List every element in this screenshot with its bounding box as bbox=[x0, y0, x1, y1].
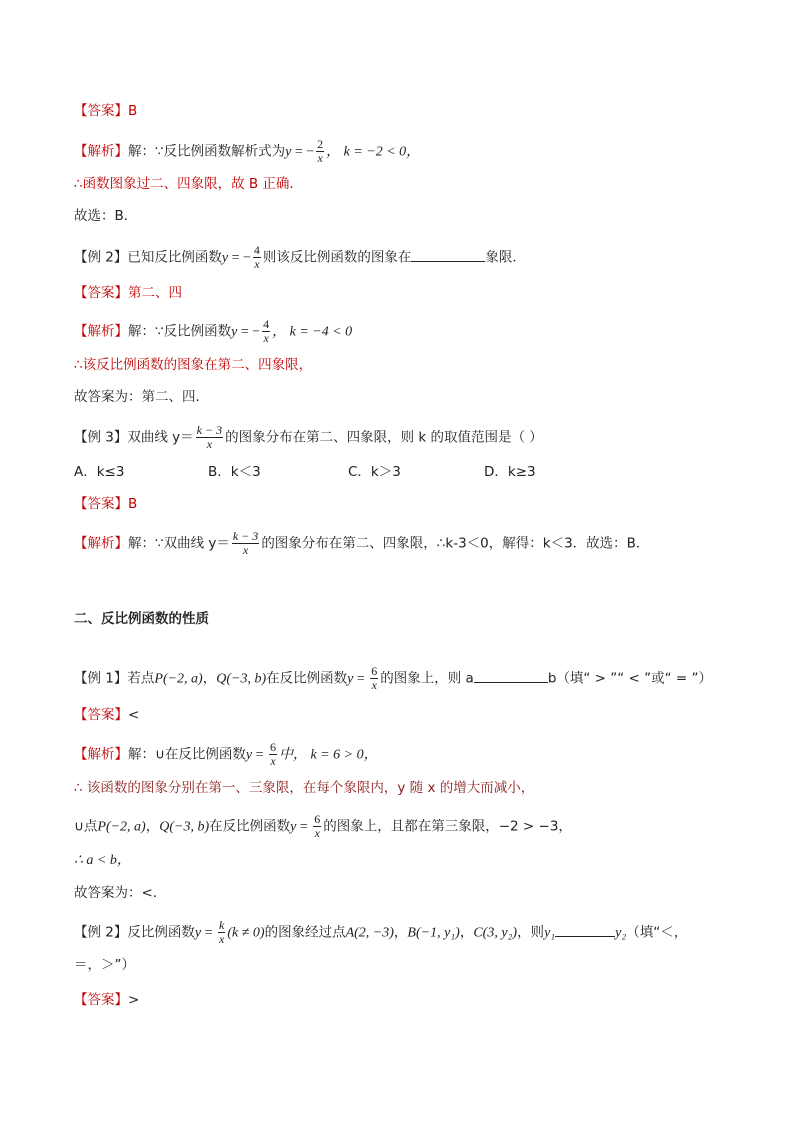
analysis-text: 解：∵反比例函数 bbox=[128, 323, 232, 340]
point-p: P(−2, a) bbox=[154, 671, 203, 687]
fraction-denominator: x bbox=[270, 754, 276, 768]
analysis-tag: 【解析】 bbox=[74, 143, 128, 160]
example-2-line bbox=[74, 244, 526, 271]
example-text-end: 象限． bbox=[485, 249, 526, 266]
math-eq: = − bbox=[291, 144, 315, 160]
example-tag: 【例 3】 bbox=[74, 429, 128, 446]
analysis-text: 解：∪在反比例函数 bbox=[128, 746, 246, 763]
separator: ， bbox=[145, 818, 160, 835]
points-text: ∪点 bbox=[74, 818, 98, 835]
example-1-line bbox=[74, 665, 712, 692]
fraction bbox=[269, 741, 277, 768]
fraction-denominator: x bbox=[317, 151, 323, 165]
example-tag: 【例 1】 bbox=[74, 670, 128, 687]
answer-value: B bbox=[128, 103, 138, 119]
fraction-numerator: k − 3 bbox=[232, 529, 259, 543]
math-y: y bbox=[221, 250, 229, 266]
fraction-denominator: x bbox=[371, 678, 377, 692]
math-eq: = bbox=[353, 671, 369, 687]
math-y2: y₂ bbox=[615, 925, 627, 941]
fraction-denominator: x bbox=[196, 437, 223, 451]
analysis-text: 解：∵双曲线 y＝ bbox=[128, 535, 230, 552]
math-y: y bbox=[285, 144, 292, 160]
final-answer-line: 故答案为：第二、四． bbox=[74, 389, 209, 405]
inequality-line: ∴ a < b， bbox=[74, 853, 131, 868]
example-text-post: 的图象分布在第二、四象限，则 k 的取值范围是（ ） bbox=[225, 429, 543, 446]
fraction-numerator: k − 3 bbox=[196, 423, 223, 437]
fraction-denominator: x bbox=[254, 257, 260, 271]
math-y1: y₁ bbox=[544, 925, 556, 941]
fraction bbox=[196, 424, 223, 451]
fraction-denominator: x bbox=[219, 932, 225, 946]
points-text-post: 的图象上，且都在第三象限，−2 > −3， bbox=[323, 818, 572, 835]
example-text-end: （填“＜， bbox=[626, 924, 688, 941]
fraction-numerator: k bbox=[219, 918, 225, 932]
example-tag: 【例 2】 bbox=[74, 249, 128, 266]
fraction-denominator: x bbox=[263, 331, 269, 345]
math-eq: = bbox=[201, 925, 217, 941]
answer-value: > bbox=[128, 992, 140, 1008]
math-y: y bbox=[194, 925, 202, 941]
analysis-line-2 bbox=[74, 318, 352, 345]
conclusion-line: ∴该反比例函数的图象在第二、四象限， bbox=[74, 357, 313, 373]
answer-tag: 【答案】 bbox=[74, 707, 128, 723]
point-c: C(3, y₂) bbox=[473, 925, 518, 941]
fraction bbox=[313, 813, 321, 840]
answer-blank bbox=[474, 668, 548, 683]
analysis-tag: 【解析】 bbox=[74, 323, 128, 340]
math-eq: = − bbox=[237, 324, 261, 340]
example-text-post: 则该反比例函数的图象在 bbox=[262, 249, 412, 266]
fraction-numerator: 4 bbox=[253, 243, 260, 257]
example-2b-line bbox=[74, 919, 687, 946]
example-text: 双曲线 y＝ bbox=[127, 429, 194, 446]
answer-line-1 bbox=[74, 101, 137, 121]
answer-line-5 bbox=[74, 990, 139, 1010]
fraction-numerator: 6 bbox=[270, 740, 277, 754]
fraction-numerator: 6 bbox=[314, 812, 321, 826]
answer-blank bbox=[411, 247, 485, 262]
option-d: D．k≥3 bbox=[484, 464, 536, 480]
choice-line: 故选：B． bbox=[74, 208, 138, 224]
math-y: y bbox=[231, 324, 238, 340]
points-line bbox=[74, 813, 572, 840]
point-p: P(−2, a) bbox=[97, 819, 146, 835]
math-y: y bbox=[290, 819, 297, 835]
answer-line-2 bbox=[74, 283, 182, 303]
property-line: ∴ 该函数的图象分别在第一、三象限，在每个象限内，y 随 x 的增大而减小， bbox=[74, 780, 535, 796]
fraction-denominator: x bbox=[314, 826, 320, 840]
answer-tag: 【答案】 bbox=[74, 285, 128, 301]
math-y: y bbox=[245, 747, 253, 763]
option-b: B．k＜3 bbox=[208, 464, 261, 480]
example-2b-continuation: ＝，＞”） bbox=[74, 957, 135, 973]
answer-line-4 bbox=[74, 705, 139, 725]
point-b: B(−1, y₁) bbox=[407, 925, 460, 941]
answer-line-3 bbox=[74, 494, 137, 514]
option-c: C．k＞3 bbox=[348, 464, 401, 480]
math-eq: = bbox=[296, 819, 312, 835]
example-text-end: b（填“ > ”“ < ”或“ = ”） bbox=[547, 670, 713, 687]
conclusion-line: ∴函数图象过二、四象限，故 B 正确． bbox=[74, 176, 303, 192]
example-text-then: ，则 bbox=[517, 924, 545, 941]
example-text: 若点 bbox=[127, 670, 155, 687]
fraction bbox=[232, 530, 259, 557]
analysis-text: 解：∵反比例函数解析式为 bbox=[128, 143, 286, 160]
analysis-tag: 【解析】 bbox=[74, 746, 128, 763]
point-q: Q(−3, b) bbox=[216, 671, 267, 687]
separator: ， bbox=[202, 670, 217, 687]
separator: ， bbox=[459, 924, 474, 941]
answer-value: < bbox=[128, 707, 140, 723]
example-tag: 【例 2】 bbox=[74, 924, 128, 941]
options-row bbox=[74, 462, 674, 482]
example-text: 反比例函数 bbox=[127, 924, 195, 941]
math-k: ， k = −2 < 0， bbox=[326, 144, 421, 160]
fraction-numerator: 4 bbox=[263, 317, 270, 331]
section-heading: 二、反比例函数的性质 bbox=[74, 611, 209, 627]
separator: ， bbox=[393, 924, 408, 941]
points-text-mid: 在反比例函数 bbox=[209, 818, 291, 835]
fraction bbox=[218, 919, 225, 946]
answer-blank bbox=[555, 922, 615, 937]
answer-tag: 【答案】 bbox=[74, 992, 128, 1008]
fraction-numerator: 2 bbox=[317, 137, 324, 151]
fraction bbox=[316, 138, 324, 165]
example-3-line bbox=[74, 424, 543, 451]
answer-tag: 【答案】 bbox=[74, 496, 128, 512]
fraction bbox=[253, 244, 261, 271]
condition: (k ≠ 0) bbox=[227, 925, 265, 941]
analysis-line-3 bbox=[74, 530, 649, 557]
answer-value: 第二、四 bbox=[128, 285, 182, 301]
math-k: ， k = −4 < 0 bbox=[272, 324, 353, 340]
fraction bbox=[370, 665, 378, 692]
math-eq: = bbox=[252, 747, 268, 763]
answer-tag: 【答案】 bbox=[74, 103, 128, 119]
answer-value: B bbox=[128, 496, 138, 512]
example-text-mid: 在反比例函数 bbox=[266, 670, 348, 687]
example-text-post: 的图象上，则 a bbox=[380, 670, 474, 687]
fraction bbox=[262, 318, 270, 345]
example-text: 已知反比例函数 bbox=[127, 249, 222, 266]
analysis-line-4 bbox=[74, 741, 378, 768]
fraction-numerator: 6 bbox=[371, 664, 378, 678]
math-y: y bbox=[347, 671, 354, 687]
analysis-line-1 bbox=[74, 138, 420, 165]
final-answer-line: 故答案为：<． bbox=[74, 885, 167, 901]
math-eq: = − bbox=[228, 250, 251, 266]
point-a: A(2, −3) bbox=[345, 925, 394, 941]
analysis-tag: 【解析】 bbox=[74, 535, 128, 552]
point-q: Q(−3, b) bbox=[159, 819, 210, 835]
fraction-denominator: x bbox=[232, 543, 259, 557]
option-a: A．k≤3 bbox=[74, 464, 125, 480]
math-k: 中， k = 6 > 0， bbox=[279, 747, 378, 763]
analysis-text-post: 的图象分布在第二、四象限，∴k-3＜0，解得：k＜3．故选：B． bbox=[261, 535, 650, 552]
example-text-mid: 的图象经过点 bbox=[264, 924, 346, 941]
